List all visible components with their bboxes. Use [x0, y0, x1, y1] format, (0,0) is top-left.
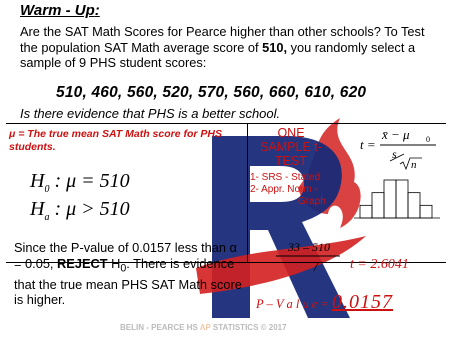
- t-calculation: [250, 240, 446, 280]
- p-value-result: P – V a l u e = 0.0157: [256, 291, 394, 313]
- footer-credit: BELIN - PEARCE HS AP STATISTICS © 2017: [120, 323, 287, 332]
- alternative-hypothesis: $H_a$ : μ > 510: [30, 198, 130, 223]
- histogram-bar: [420, 205, 432, 218]
- sample-scores: 510, 460, 560, 520, 570, 560, 660, 610, 620: [56, 84, 367, 101]
- conclusion-text: Since the P-value of 0.0157 less than α = 0.05, REJECT $H_0$. There is evidence that the true mean PHS SAT Math score is higher.: [14, 240, 242, 308]
- condition-normal: 2- Appr. Norm -: [250, 184, 318, 195]
- calc-denominator: /: [314, 259, 318, 274]
- t-statistic-formula: [360, 122, 446, 170]
- parameter-definition: μ = The true mean SAT Math score for PHS students.: [9, 128, 222, 153]
- t-value-result: t = 2.6041: [350, 257, 409, 272]
- histogram-bar: [360, 205, 372, 218]
- condition-srs: 1- SRS - Stated: [250, 172, 321, 183]
- slide-title: Warm - Up:: [20, 2, 100, 19]
- formula-denominator-n: n: [411, 159, 417, 170]
- formula-denominator-s: s: [392, 147, 397, 161]
- condition-normal-graph: Graph: [298, 196, 326, 207]
- histogram-bar: [396, 180, 408, 218]
- histogram-bar: [384, 180, 396, 218]
- histogram-bar: [408, 193, 420, 218]
- formula-numerator: x̄ − μ: [382, 127, 410, 142]
- conditions-list: [250, 172, 326, 208]
- formula-lhs: t =: [360, 137, 376, 152]
- histogram-bar: [372, 193, 384, 218]
- test-name: ONE SAMPLE t-TEST: [260, 126, 322, 168]
- problem-statement: Are the SAT Math Scores for Pearce higher than other schools? To Test the population SAT Math average score of 510, you randomly select a sample of 9 PHS student scores:: [20, 24, 425, 70]
- question-text: Is there evidence that PHS is a better school.: [20, 106, 281, 121]
- divider-vertical: [247, 123, 248, 263]
- null-hypothesis: $H_0$ : μ = 510: [30, 170, 130, 195]
- normality-histogram: [352, 176, 442, 220]
- calc-numerator: 33 – 510: [288, 240, 330, 254]
- formula-numerator-sub: 0: [426, 135, 430, 144]
